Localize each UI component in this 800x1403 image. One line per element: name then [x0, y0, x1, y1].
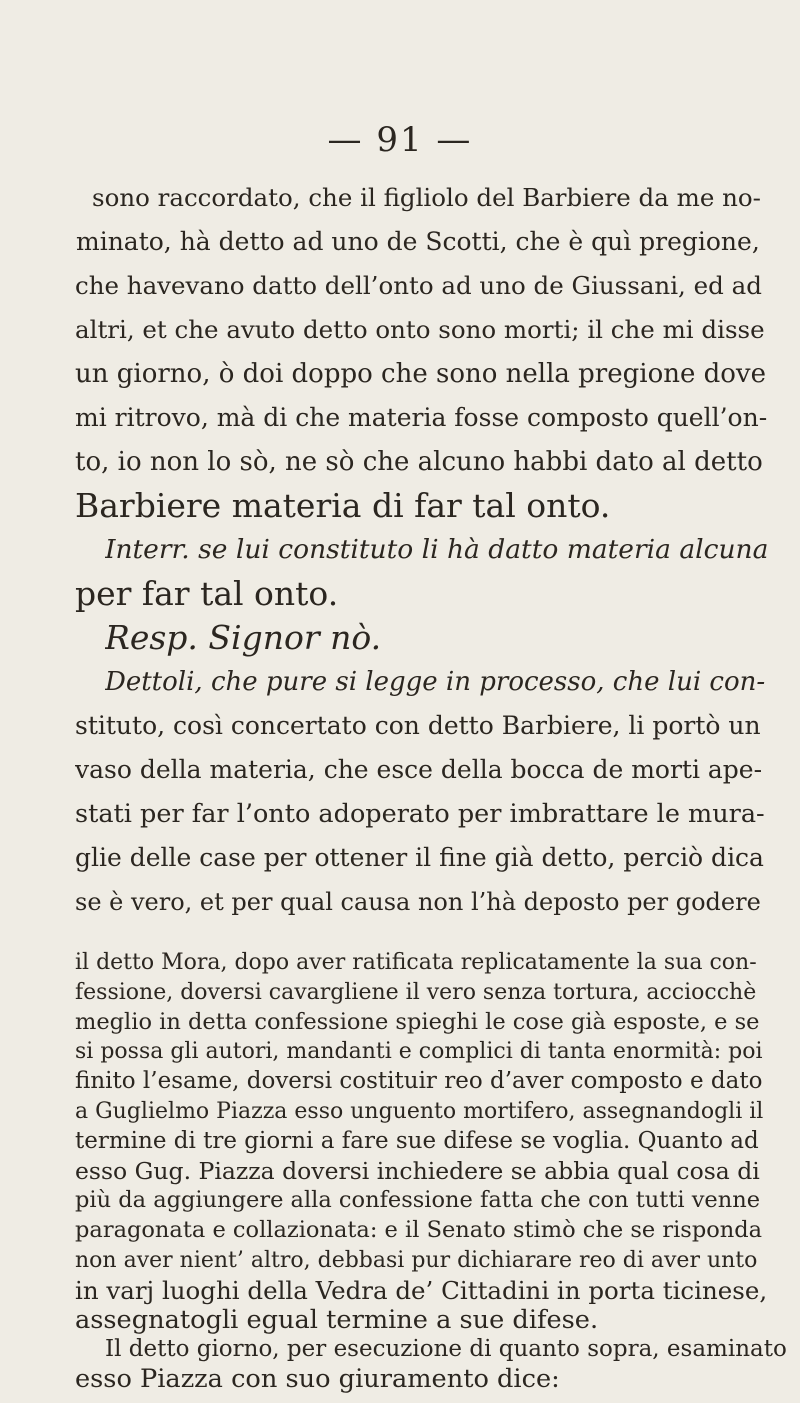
text-line: sono raccordato, che il figliolo del Barbiere da me no- [92, 183, 761, 212]
text-line: minato, hà detto ad uno de Scotti, che è quì pregione, [76, 227, 760, 256]
text-line: mi ritrovo, mà di che materia fosse composto quell’on- [75, 403, 768, 432]
text-line: to, io non lo sò, ne sò che alcuno habbi dato al detto [75, 447, 763, 477]
text-line: meglio in detta confessione spieghi le cose già esposte, e se [75, 1008, 760, 1035]
text-line: che havevano datto dell’onto ad uno de Giussani, ed ad [75, 271, 762, 300]
text-line: se è vero, et per qual causa non l’hà deposto per godere [75, 888, 761, 916]
text-line: Il detto giorno, per esecuzione di quanto sopra, esaminato [105, 1336, 787, 1363]
text-line: più da aggiungere alla confessione fatta che con tutti venne [75, 1187, 761, 1214]
text-line: glie delle case per ottener il fine già detto, perciò dica [75, 843, 764, 872]
text-line: vaso della materia, che esce della bocca de morti ape- [75, 755, 763, 784]
text-line: si possa gli autori, mandanti e complici di tanta enormità: poi [75, 1039, 763, 1065]
text-line: il detto Mora, dopo aver ratificata replicatamente la sua con- [75, 950, 757, 975]
text-line: Dettoli, che pure si legge in processo, che lui con- [105, 667, 766, 697]
text-line: esso Piazza con suo giuramento dice: [75, 1365, 560, 1395]
text-line: Barbiere materia di far tal onto. [75, 486, 611, 525]
text-line: a Guglielmo Piazza esso unguento mortifero, assegnandogli il [75, 1099, 764, 1124]
text-line: in varj luoghi della Vedra de’ Cittadini in porta ticinese, [75, 1275, 768, 1305]
text-line: fessione, doversi cavargliene il vero senza tortura, acciocchè [75, 979, 757, 1005]
text-line: stati per far l’onto adoperato per imbrattare le mura- [75, 799, 765, 829]
text-line: finito l’esame, doversi costituir reo d’aver composto e dato [75, 1068, 763, 1095]
text-line: stituto, così concertato con detto Barbiere, li portò un [75, 711, 761, 740]
page-number: — 91 — [327, 120, 473, 160]
text-line: Interr. se lui constituto li hà datto materia alcuna [105, 534, 769, 565]
text-line: Resp. Signor nò. [105, 618, 382, 657]
text-line: paragonata e collazionata: e il Senato stimò che se risponda [75, 1217, 763, 1244]
text-line: esso Gug. Piazza doversi inchiedere se abbia qual cosa di [75, 1156, 760, 1185]
text-line: altri, et che avuto detto onto sono morti; il che mi disse [75, 315, 765, 344]
text-line: assegnatogli egual termine a sue difese. [75, 1305, 599, 1335]
text-line: termine di tre giorni a fare sue difese se voglia. Quanto ad [75, 1127, 759, 1154]
text-line: un giorno, ò doi doppo che sono nella pregione dove [75, 359, 767, 389]
text-line: non aver nient’ altro, debbasi pur dichiarare reo di aver unto [75, 1248, 758, 1273]
text-line: per far tal onto. [75, 574, 339, 613]
